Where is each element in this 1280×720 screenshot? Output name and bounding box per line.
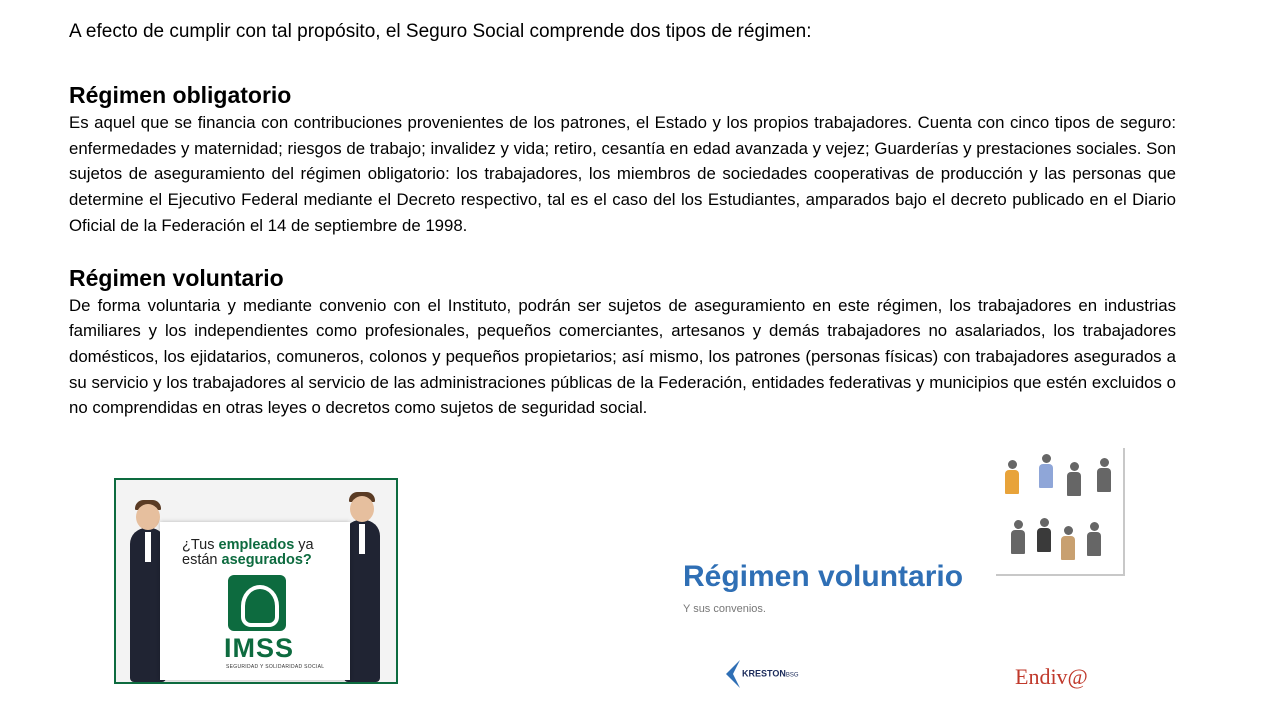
content-text	[69, 18, 1176, 421]
voluntario-image-subtitle: Y sus convenios.	[683, 603, 766, 615]
workers-illustration	[996, 448, 1125, 576]
intro-text: A efecto de cumplir con tal propósito, el Seguro Social comprende dos tipos de régimen:	[69, 21, 812, 42]
worker-icon	[1038, 454, 1054, 488]
paragraph-regimen-voluntario: De forma voluntaria y mediante convenio con el Instituto, podrán ser sujetos de aseguramiento en este régimen, los trabajadores en industrias familiares y los independientes como profesionales, pequeños comerciantes, artesanos y demás trabajadores no asalariados, los trabajadores domésticos, los ejidatarios, comuneros, colonos y pequeños propietarios; así mismo, los patrones (personas físicas) con trabajadores asegurados a su servicio y los trabajadores al servicio de las administraciones públicas de la Federación, entidades federativas y municipios que estén excluidos o no comprendidas en otras leyes o decretos como sujetos de seguridad social.	[69, 295, 1176, 418]
imss-logo-icon	[228, 575, 286, 631]
kreston-logo-icon	[726, 660, 740, 688]
endiva-logo: Endiv@	[1015, 664, 1088, 689]
heading-regimen-obligatorio: Régimen obligatorio	[69, 82, 292, 108]
worker-icon	[1066, 462, 1082, 496]
imss-image	[114, 478, 398, 684]
worker-icon	[1060, 526, 1076, 560]
worker-icon	[1086, 522, 1102, 556]
worker-icon	[1004, 460, 1020, 494]
worker-icon	[1010, 520, 1026, 554]
paragraph-regimen-obligatorio: Es aquel que se financia con contribuciones provenientes de los patrones, el Estado y los propios trabajadores. Cuenta con cinco tipos de seguro: enfermedades y maternidad; riesgos de trabajo; invalidez y vida; retiro, cesantía en edad avanzada y vejez; Guarderías y prestaciones sociales. Son sujetos de aseguramiento del régimen obligatorio: los trabajadores, los miembros de sociedades cooperativas de producción y las personas que determine el Ejecutivo Federal mediante el Decreto respectivo, tal es el caso del los Estudiantes, amparados bajo el decreto publicado en el Diario Oficial de la Federación el 14 de septiembre de 1998.	[69, 113, 1176, 235]
imss-brand: IMSS	[224, 633, 295, 663]
kreston-logo: KRESTONBSG	[726, 660, 799, 688]
worker-icon	[1036, 518, 1052, 552]
heading-regimen-voluntario: Régimen voluntario	[69, 264, 284, 291]
imss-question: ¿Tus empleados ya están asegurados?	[182, 537, 314, 568]
worker-icon	[1096, 458, 1112, 492]
imss-subtitle: SEGURIDAD Y SOLIDARIDAD SOCIAL	[226, 664, 325, 670]
voluntario-image-title: Régimen voluntario	[683, 560, 964, 593]
